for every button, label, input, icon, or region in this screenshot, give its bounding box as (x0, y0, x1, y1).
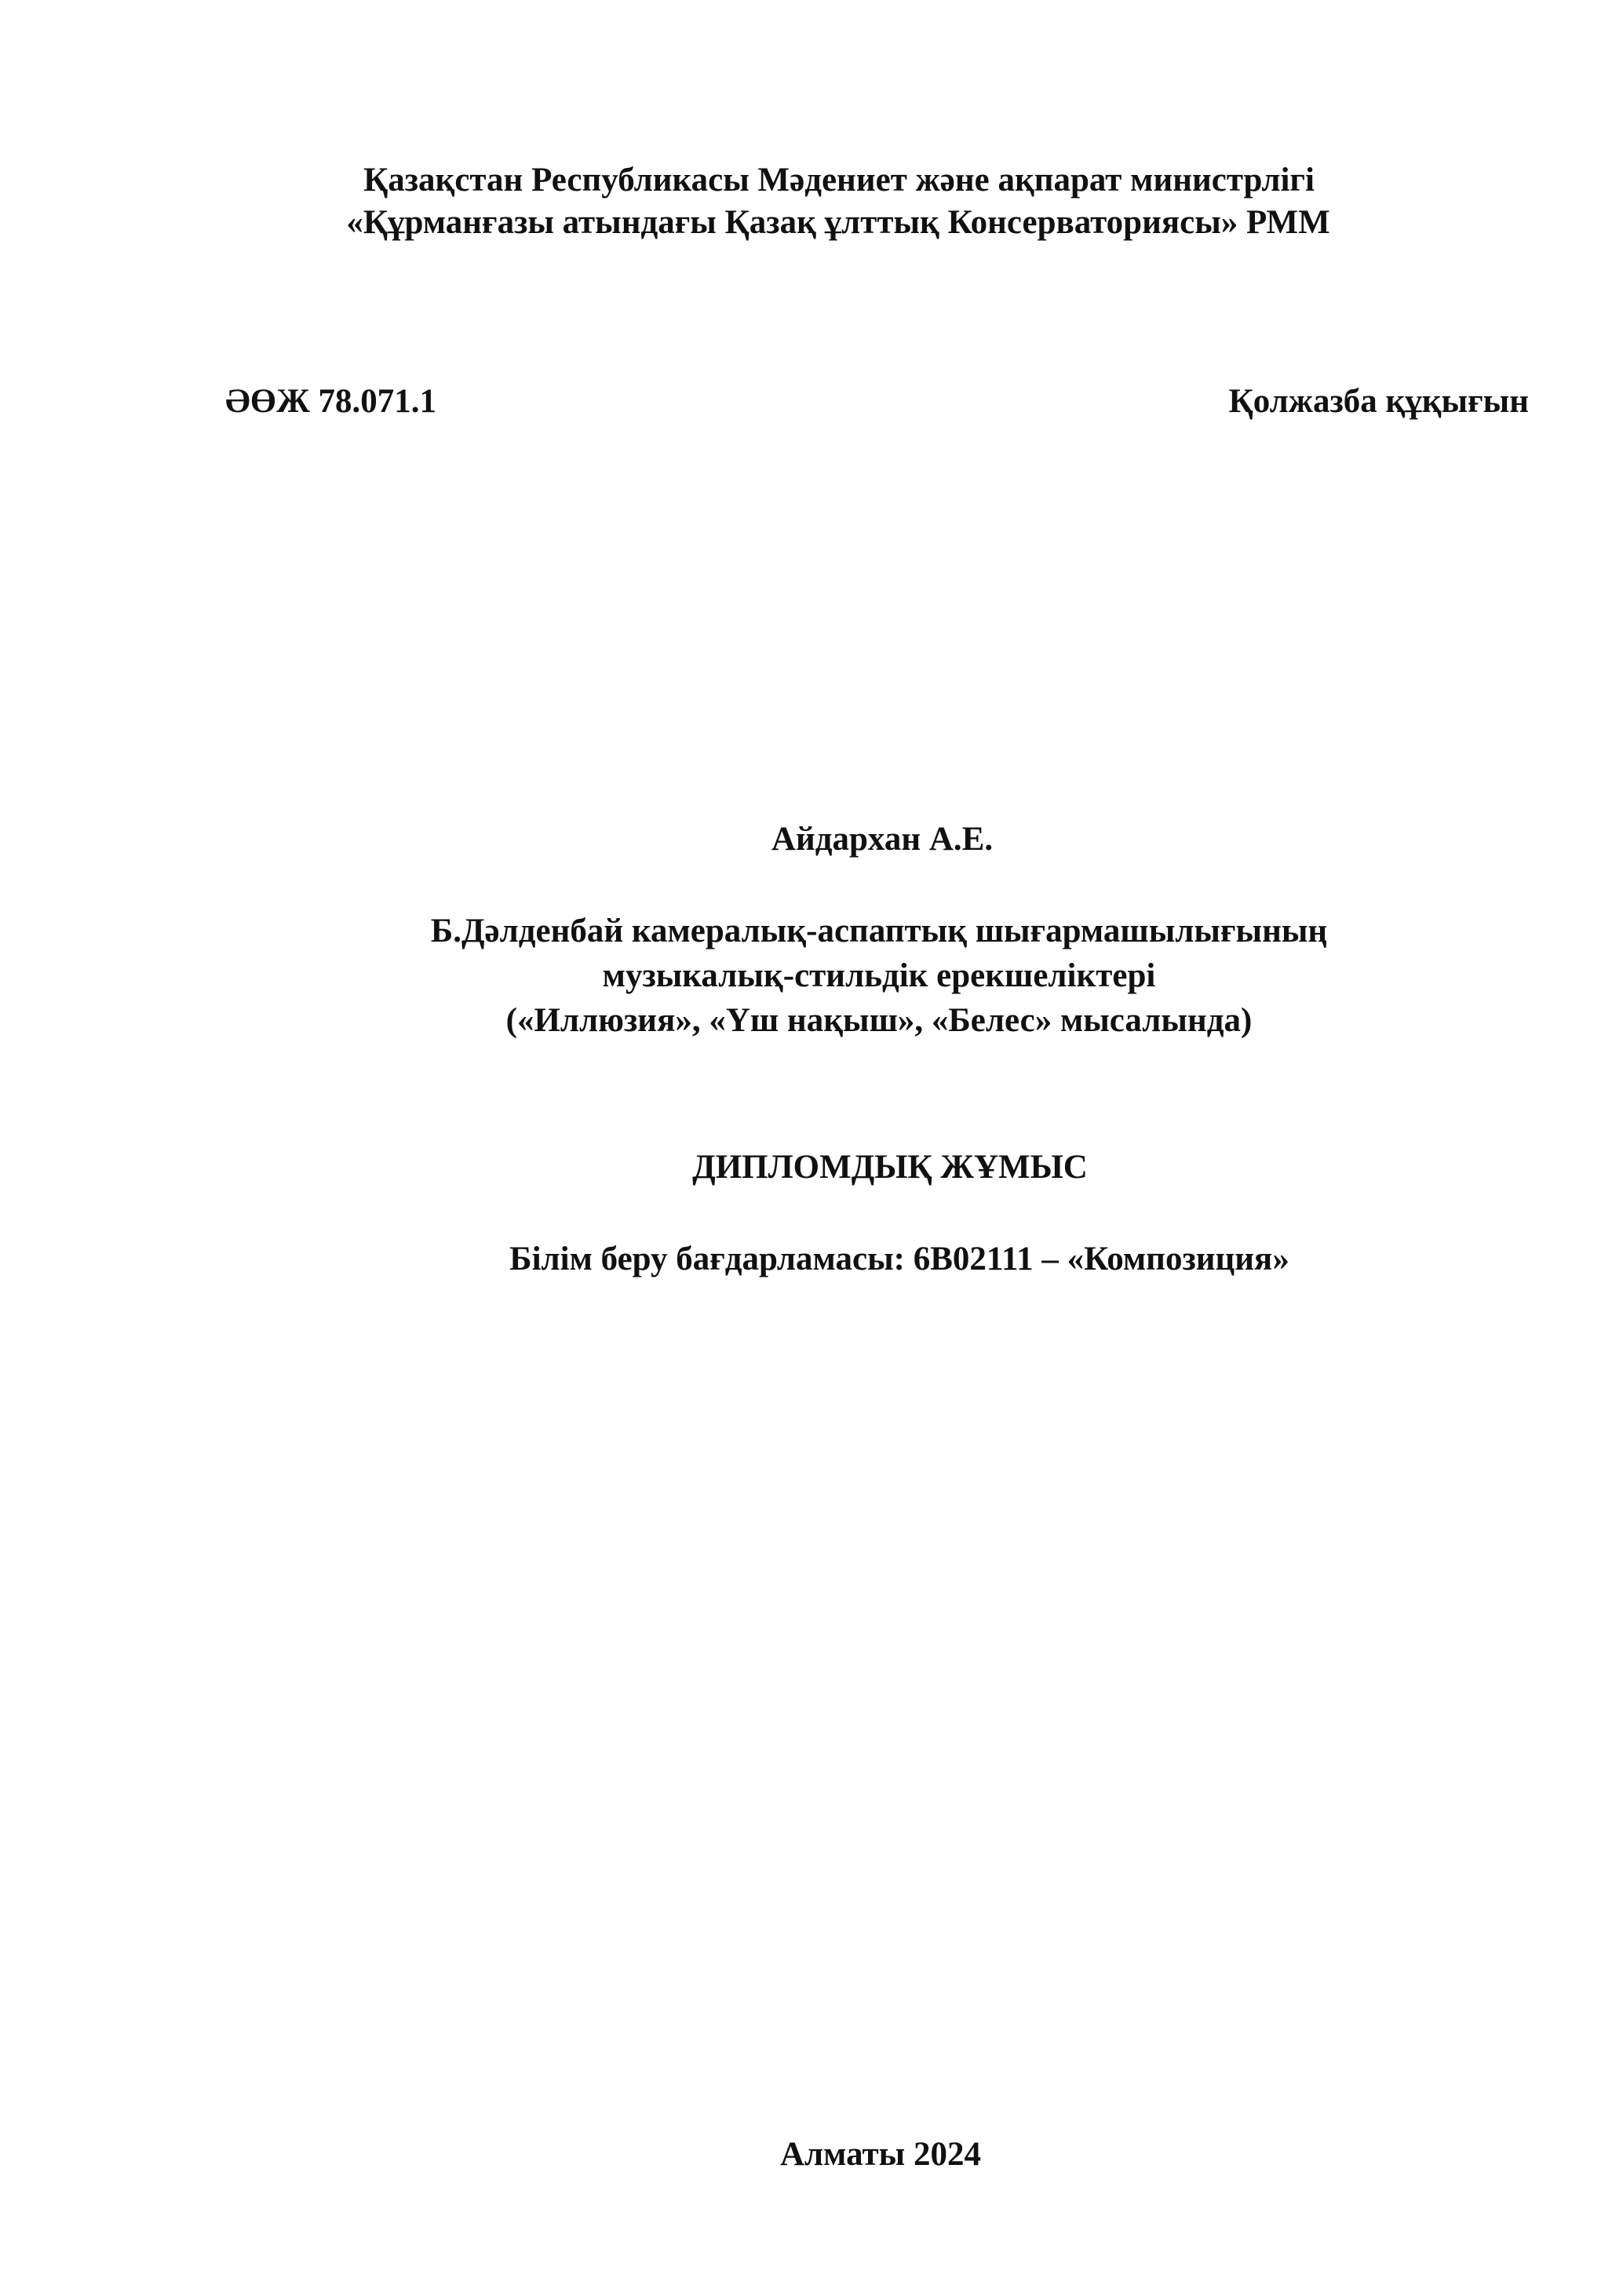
thesis-title-line-2: музыкалық-стильдік ерекшеліктері (602, 957, 1156, 994)
thesis-title-line-1: Б.Дәлденбай камералық-аспаптық шығармашылығының (430, 913, 1328, 949)
author-name: Айдархан А.Е. (771, 821, 994, 858)
ministry-heading: Қазақстан Республикасы Мәдениет және ақпарат министрлігі (363, 162, 1315, 199)
udc-code: ӘӨЖ 78.071.1 (225, 383, 436, 420)
thesis-title-line-3: («Иллюзия», «Үш нақыш», «Белес» мысалында) (505, 1002, 1253, 1039)
city-year: Алматы 2024 (779, 2136, 981, 2173)
work-type-heading: ДИПЛОМДЫҚ ЖҰМЫС (692, 1149, 1088, 1186)
manuscript-rights-label: Қолжазба құқығын (1228, 383, 1529, 420)
education-program: Білім беру бағдарламасы: 6В02111 – «Композиция» (509, 1241, 1289, 1277)
institution-heading: «Құрманғазы атындағы Қазақ ұлттық Консерваториясы» РММ (346, 204, 1330, 241)
